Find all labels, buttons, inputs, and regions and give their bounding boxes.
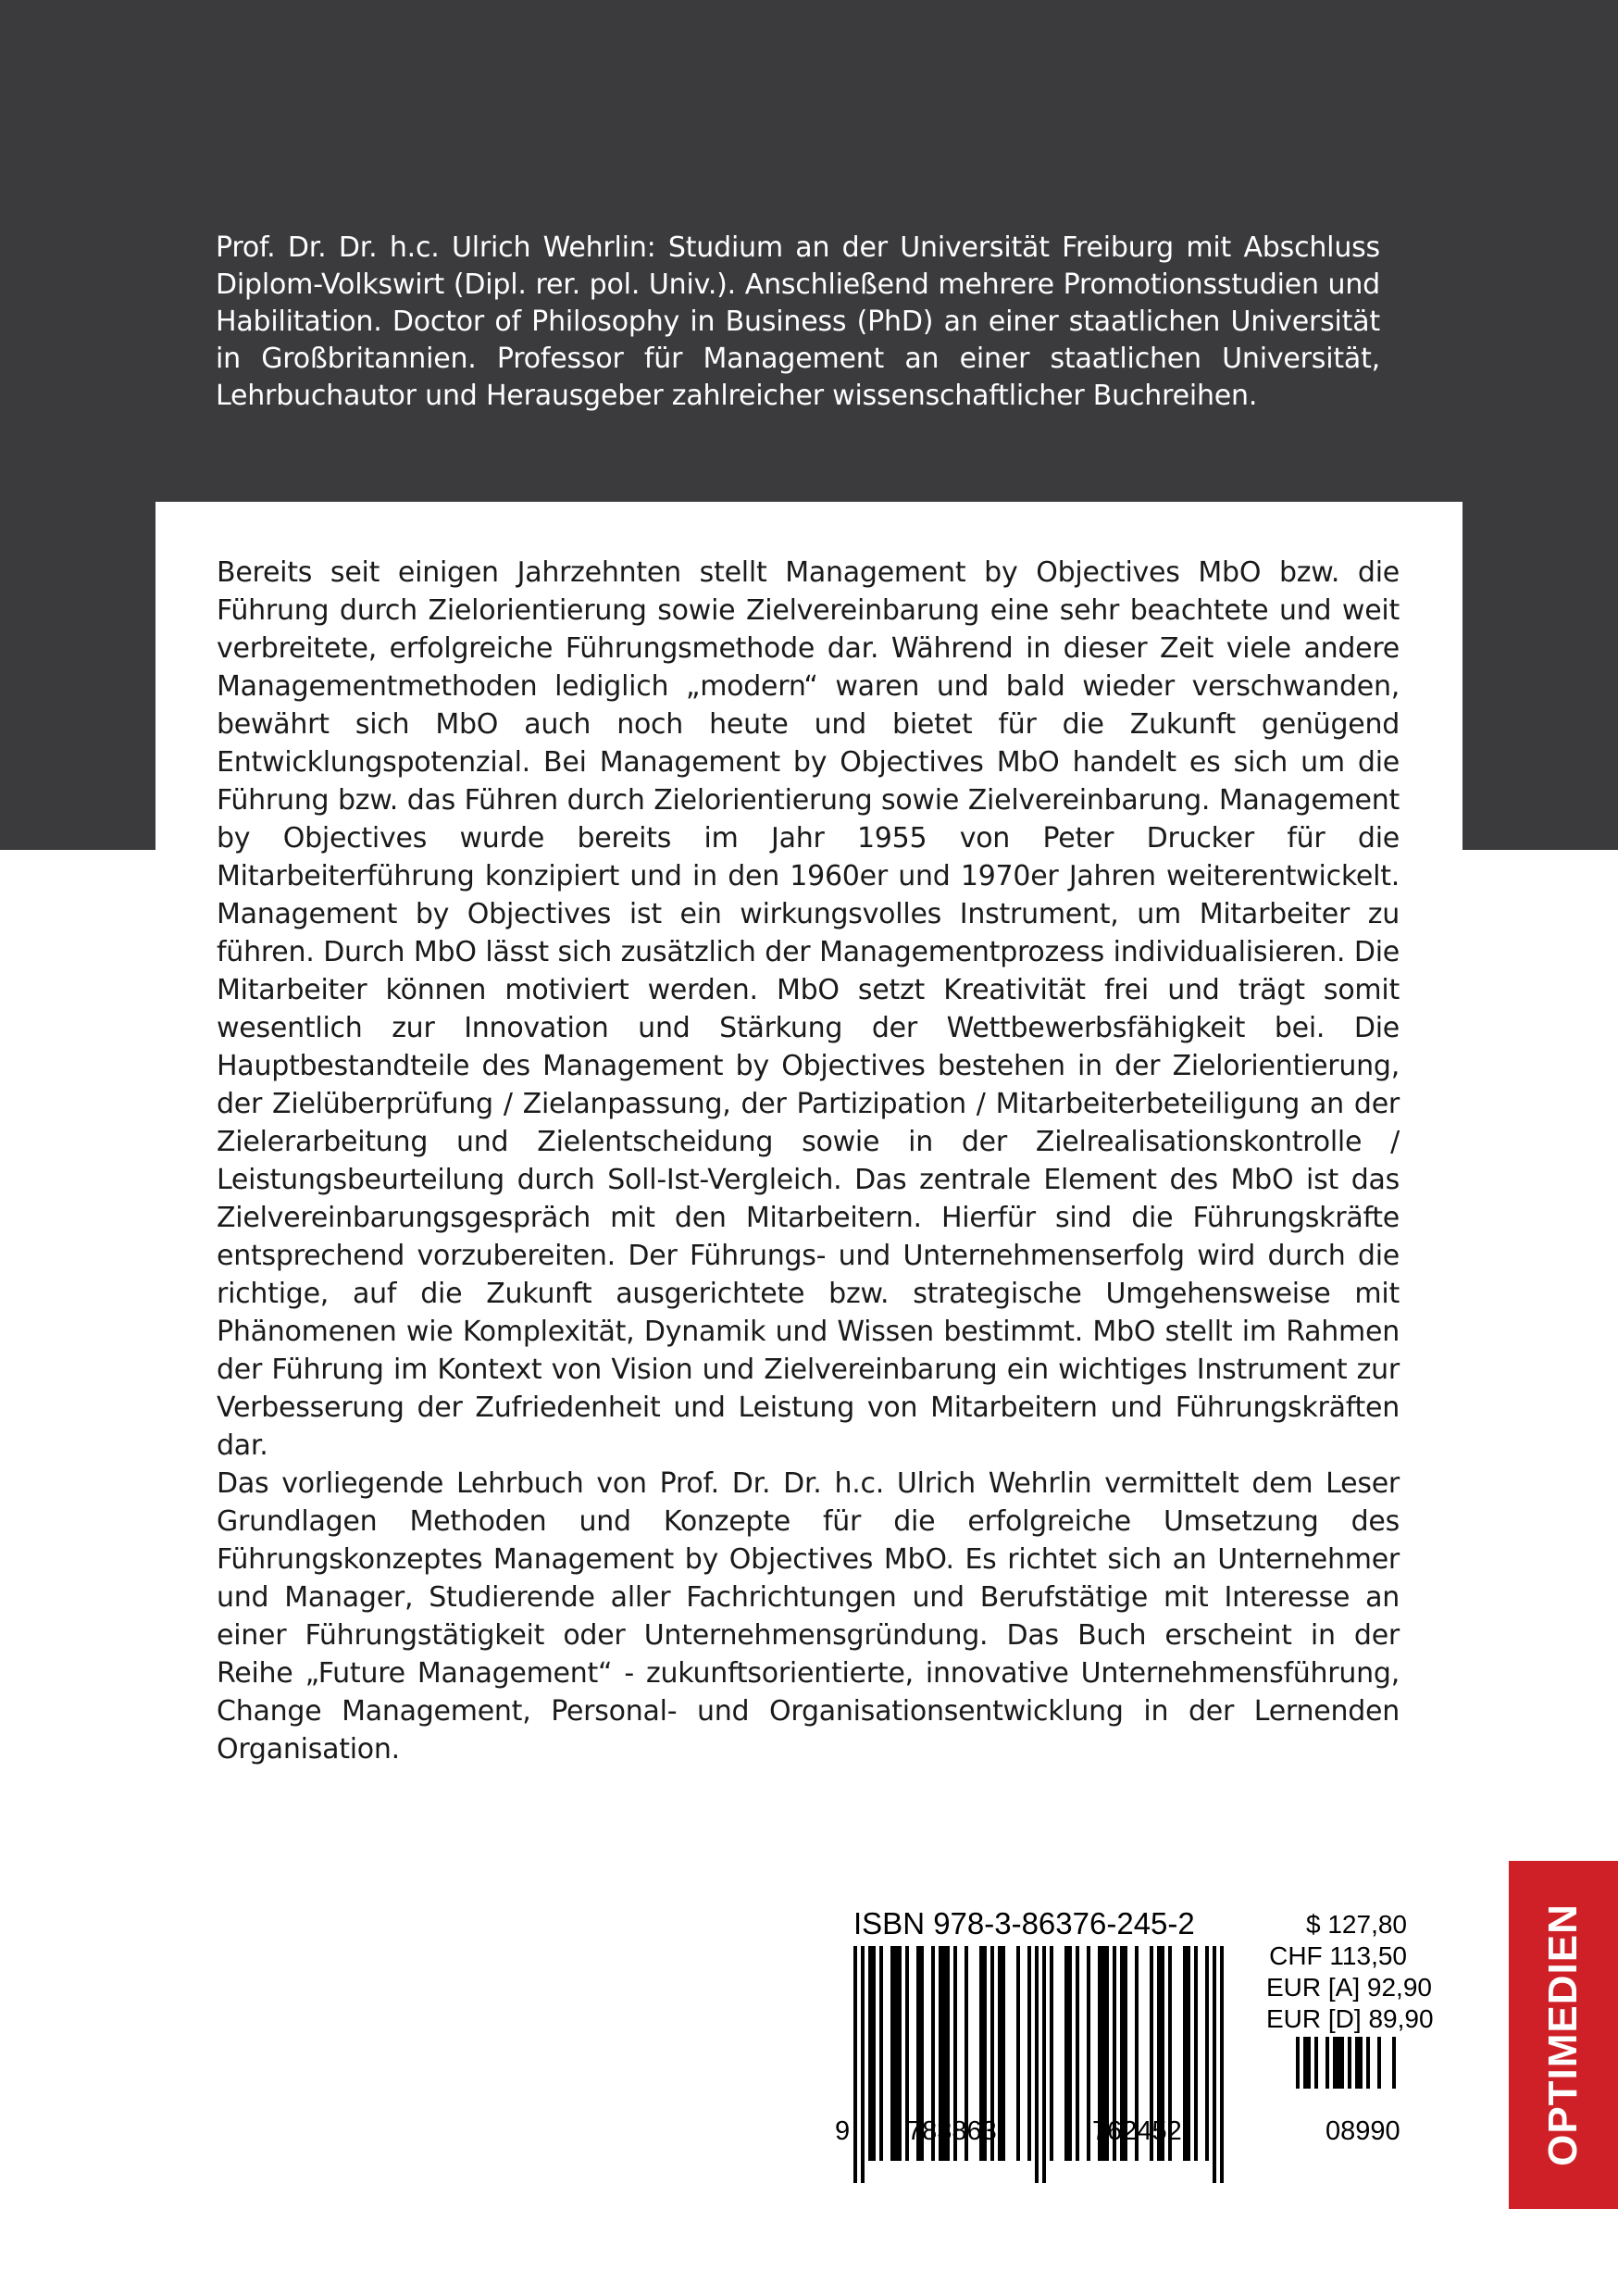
addon-digits: 08990 bbox=[1326, 2116, 1400, 2146]
isbn-barcode bbox=[853, 1905, 1261, 2192]
barcode-right-digits: 762452 bbox=[1092, 2116, 1182, 2146]
isbn-label: ISBN 978-3-86376-245-2 bbox=[853, 1906, 1195, 1940]
barcode-left-digits: 783863 bbox=[907, 2116, 997, 2146]
price-usd: $ 127,80 bbox=[1306, 1910, 1407, 1939]
price-eur-d: EUR [D] 89,90 bbox=[1266, 2004, 1434, 2033]
price-chf: CHF 113,50 bbox=[1269, 1941, 1407, 1970]
addon-barcode-bars bbox=[1296, 2037, 1407, 2111]
price-eur-a: EUR [A] 92,90 bbox=[1266, 1973, 1432, 2002]
publisher-name: OPTIMEDIEN bbox=[1540, 1903, 1586, 2166]
publisher-tab bbox=[1509, 1861, 1618, 2209]
barcode-lead-digit: 9 bbox=[835, 2116, 851, 2146]
price-list bbox=[1266, 1909, 1434, 2035]
blurb-paragraph-1: Bereits seit einigen Jahrzehnten stellt Management by Objectives MbO bzw. die Führung durch Zielorientierung sowie Zielvereinbarung eine sehr beachtete und weit verbreitete, erfolgreiche Führungsmethode dar. Während in dieser Zeit viele andere Managementmethoden lediglich „modern“ waren und bald wieder verschwanden, bewährt sich MbO auch noch heute und bietet für die Zukunft genügend Entwicklungspotenzial. Bei Management by Objectives MbO handelt es sich um die Führung bzw. das Führen durch Zielorientierung sowie Zielvereinbarung. Management by Objectives wurde bereits im Jahr 1955 von Peter Drucker für die Mitarbeiterführung konzipiert und in den 1960er und 1970er Jahren weiterentwickelt. Management by Objectives ist ein wirkungsvolles Instrument, um Mitarbeiter zu führen. Durch MbO lässt sich zusätzlich der Managementprozess individualisieren. Die Mitarbeiter können motiviert werden. MbO setzt Kreativität frei und trägt somit wesentlich zur Innovation und Stärkung der Wettbewerbsfähigkeit bei. Die Hauptbestandteile des Management by Objectives bestehen in der Zielorientierung, der Zielüberprüfung / Zielanpassung, der Partizipation / Mitarbeiterbeteiligung an der Zielerarbeitung und Zielentscheidung sowie in der Zielrealisationskontrolle / Leistungsbeurteilung durch Soll-Ist-Vergleich. Das zentrale Element des MbO ist das Zielvereinbarungsgespräch mit den Mitarbeitern. Hierfür sind die Führungskräfte entsprechend vorzubereiten. Der Führungs- und Unternehmenserfolg wird durch die richtige, auf die Zukunft ausgerichtete bzw. strategische Umgehensweise mit Phänomenen wie Komplexität, Dynamik und Wissen bestimmt. MbO stellt im Rahmen der Führung im Kontext von Vision und Zielvereinbarung ein wichtiges Instrument zur Verbesserung der Zufriedenheit und Leistung von Mitarbeitern und Führungskräften dar. bbox=[217, 556, 1400, 1462]
blurb-panel bbox=[156, 502, 1462, 1835]
barcode-bars bbox=[853, 1946, 1248, 2183]
blurb-paragraph-2: Das vorliegende Lehrbuch von Prof. Dr. Dr. h.c. Ulrich Wehrlin vermittelt dem Leser Grundlagen Methoden und Konzepte für die erfolgreiche Umsetzung des Führungskonzeptes Management by Objectives MbO. Es richtet sich an Unternehmer und Manager, Studierende aller Fachrichtungen und Berufstätige mit Interesse an einer Führungstätigkeit oder Unternehmensgründung. Das Buch erscheint in der Reihe „Future Management“ - zukunftsorientierte, innovative Unternehmensführung, Change Management, Personal- und Organisationsentwicklung in der Lernenden Organisation. bbox=[217, 1467, 1400, 1766]
author-bio: Prof. Dr. Dr. h.c. Ulrich Wehrlin: Studium an der Universität Freiburg mit Abschluss Diplom-Volkswirt (Dipl. rer. pol. Univ.). Anschließend mehrere Promotionsstudien und Habilitation. Doctor of Philosophy in Business (PhD) an einer staatlichen Universität in Großbritannien. Professor für Management an einer staatlichen Universität, Lehrbuchautor und Herausgeber zahlreicher wissenschaftlicher Buchreihen. bbox=[216, 231, 1380, 412]
book-blurb bbox=[217, 554, 1400, 1768]
